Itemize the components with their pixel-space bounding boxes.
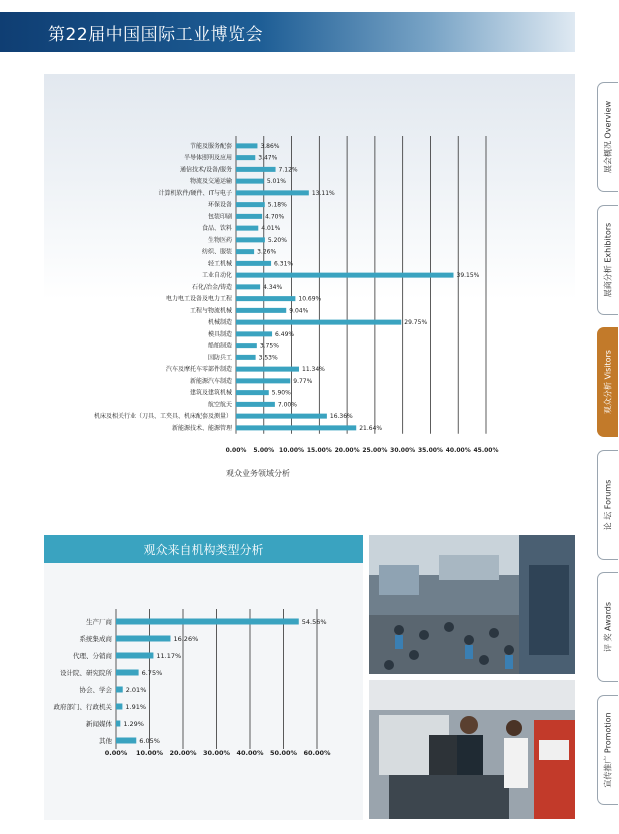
- value-label: 2.01%: [125, 685, 147, 694]
- category-label: 节能及服务配套: [189, 142, 232, 150]
- booth-demonstration-photo: [369, 680, 575, 819]
- value-label: 6.75%: [141, 668, 163, 677]
- value-label: 54.56%: [301, 617, 327, 626]
- value-label: 4.70%: [265, 213, 285, 221]
- x-tick-label: 0.00%: [225, 447, 247, 454]
- tab-label: 评 奖 Awards: [603, 601, 613, 653]
- value-label: 7.12%: [278, 166, 298, 174]
- chart2-title-bar: [44, 535, 363, 563]
- bar: [236, 378, 290, 383]
- category-label: 食品、饮料: [201, 225, 232, 233]
- value-label: 7.00%: [277, 401, 297, 409]
- x-tick-label: 15.00%: [306, 447, 332, 454]
- organization-type-chart: [44, 563, 363, 820]
- bar: [236, 155, 255, 160]
- bar: [236, 284, 260, 289]
- category-label: 新能源汽车制造: [189, 377, 232, 385]
- bar: [236, 402, 275, 407]
- chart1-caption: 观众业务领域分析: [226, 469, 290, 478]
- category-label: 机床及相关行业（刀具、工夹具、机床配套及测量）: [93, 413, 232, 421]
- x-tick-label: 60.00%: [303, 749, 331, 757]
- bar: [236, 273, 454, 278]
- value-label: 16.36%: [329, 413, 353, 421]
- category-label: 物流及交通运输: [189, 178, 232, 186]
- bar: [116, 687, 123, 693]
- x-tick-label: 35.00%: [417, 447, 443, 454]
- value-label: 5.01%: [266, 178, 286, 186]
- page-title: 第22届中国国际工业博览会: [48, 25, 264, 45]
- tab-5[interactable]: [597, 695, 618, 805]
- tab-label: 展商分析 Exhibitors: [603, 222, 613, 298]
- category-label: 半导体照明及应用: [183, 154, 232, 162]
- x-tick-label: 0.00%: [104, 749, 128, 757]
- x-tick-label: 40.00%: [445, 447, 471, 454]
- exhibition-hall-crowd-photo: [369, 535, 575, 674]
- tab-1[interactable]: [597, 205, 618, 315]
- x-tick-label: 30.00%: [390, 447, 416, 454]
- category-label: 机械制造: [207, 319, 232, 327]
- value-label: 3.26%: [257, 248, 277, 256]
- value-label: 16.26%: [173, 634, 199, 643]
- x-tick-label: 30.00%: [202, 749, 231, 757]
- category-label: 国防兵工: [207, 354, 232, 362]
- value-label: 9.77%: [293, 377, 313, 385]
- bar: [236, 226, 258, 231]
- value-label: 5.90%: [271, 389, 291, 397]
- value-label: 6.05%: [139, 736, 160, 745]
- value-label: 5.20%: [267, 236, 287, 244]
- tab-label: 观众分析 Visitors: [603, 350, 613, 414]
- category-label: 新能源技术、能源管理: [171, 424, 232, 432]
- value-label: 1.29%: [123, 719, 144, 728]
- bar: [236, 414, 327, 419]
- bar: [116, 721, 120, 727]
- value-label: 21.64%: [359, 424, 383, 432]
- header-bar: [0, 12, 575, 52]
- value-label: 3.86%: [260, 142, 280, 150]
- category-label: 协会、学会: [79, 685, 112, 694]
- bar: [236, 190, 309, 195]
- category-label: 石化/冶金/铸造: [191, 283, 232, 291]
- bar: [236, 249, 254, 254]
- chart2-title: 观众来自机构类型分析: [143, 543, 264, 557]
- bar: [116, 653, 153, 659]
- tab-label: 展会概况 Overview: [603, 100, 613, 174]
- category-label: 模具制造: [207, 330, 232, 338]
- value-label: 29.75%: [404, 319, 428, 327]
- tab-label: 宣传推广 Promotion: [603, 712, 613, 788]
- tab-2[interactable]: [597, 327, 618, 437]
- category-label: 其他: [99, 736, 112, 745]
- value-label: 13.11%: [311, 189, 335, 197]
- tab-4[interactable]: [597, 572, 618, 682]
- bar: [116, 619, 299, 625]
- x-tick-label: 20.00%: [169, 749, 197, 757]
- bar: [236, 355, 256, 360]
- category-label: 生物医药: [207, 236, 232, 244]
- bar: [236, 261, 271, 266]
- category-label: 系统集成商: [79, 634, 112, 643]
- x-tick-label: 45.00%: [473, 447, 499, 454]
- value-label: 39.15%: [456, 272, 480, 280]
- bar: [236, 320, 401, 325]
- bar: [116, 636, 170, 642]
- value-label: 1.91%: [125, 702, 147, 711]
- category-label: 工程与物流机械: [189, 307, 232, 315]
- bar: [236, 331, 272, 336]
- bar: [236, 296, 295, 301]
- bar: [236, 425, 356, 430]
- x-tick-label: 5.00%: [253, 447, 275, 454]
- value-label: 3.75%: [259, 342, 279, 350]
- tab-3[interactable]: [597, 450, 618, 560]
- bar: [116, 738, 136, 744]
- x-tick-label: 25.00%: [362, 447, 388, 454]
- bar: [236, 143, 257, 148]
- tab-label: 论 坛 Forums: [603, 479, 613, 531]
- business-field-chart: [44, 74, 575, 484]
- value-label: 10.69%: [298, 295, 322, 303]
- category-label: 通信技术/设备/服务: [179, 166, 232, 174]
- x-tick-label: 50.00%: [269, 749, 298, 757]
- value-label: 5.18%: [267, 201, 287, 209]
- x-tick-label: 10.00%: [135, 749, 164, 757]
- bar: [236, 390, 269, 395]
- bar: [116, 704, 122, 710]
- category-label: 建筑及建筑机械: [189, 389, 232, 397]
- business-field-chart-panel: [44, 74, 575, 484]
- value-label: 11.17%: [156, 651, 182, 660]
- category-label: 生产厂商: [86, 617, 112, 626]
- bar: [236, 367, 299, 372]
- value-label: 3.53%: [258, 354, 278, 362]
- tab-0[interactable]: [597, 82, 618, 192]
- organization-type-chart-panel: [44, 535, 363, 820]
- category-label: 代理、分销商: [73, 651, 112, 660]
- category-label: 设计院、研究院所: [60, 668, 112, 677]
- category-label: 船舶制造: [207, 342, 232, 350]
- category-label: 轻工机械: [207, 260, 232, 268]
- category-label: 计算机软件/硬件、IT与电子: [158, 189, 232, 197]
- category-label: 汽车及摩托车零部件制造: [165, 366, 232, 374]
- category-label: 政府部门、行政机关: [53, 702, 112, 711]
- category-label: 包装印刷: [207, 213, 232, 221]
- category-label: 新闻媒体: [86, 719, 112, 728]
- bar: [116, 670, 139, 676]
- value-label: 4.01%: [261, 225, 281, 233]
- category-label: 工业自动化: [201, 272, 232, 280]
- bar: [236, 343, 257, 348]
- bar: [236, 167, 276, 172]
- value-label: 6.31%: [274, 260, 294, 268]
- bar: [236, 308, 286, 313]
- bar: [236, 179, 264, 184]
- category-label: 电力电工设备及电力工程: [165, 295, 232, 303]
- x-tick-label: 40.00%: [236, 749, 264, 757]
- x-tick-label: 20.00%: [334, 447, 360, 454]
- bar: [236, 214, 262, 219]
- value-label: 6.49%: [275, 330, 295, 338]
- category-label: 环保设备: [207, 201, 232, 209]
- bar: [236, 202, 265, 207]
- value-label: 11.34%: [302, 366, 325, 374]
- bar: [236, 237, 265, 242]
- value-label: 3.47%: [258, 154, 278, 162]
- value-label: 9.04%: [289, 307, 309, 315]
- value-label: 4.34%: [263, 283, 283, 291]
- category-label: 航空航天: [207, 401, 232, 409]
- category-label: 纺织、服装: [201, 248, 232, 256]
- x-tick-label: 10.00%: [279, 447, 305, 454]
